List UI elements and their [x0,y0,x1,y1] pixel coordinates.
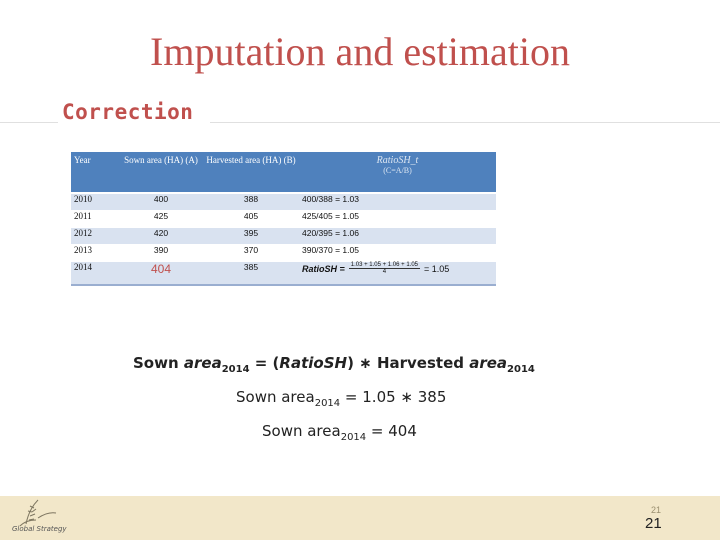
eq1-part: RatioSH [279,354,348,372]
data-table [71,152,496,286]
page-number: 21 [645,515,662,532]
cell-year: 2010 [71,194,119,211]
eq1-subscript: 2014 [221,364,250,375]
ratio-fraction [349,262,420,275]
ratio-formula [302,262,449,275]
cell-ratio: 390/370 = 1.05 [299,245,496,262]
header-ratio-sub: (C=A/B) [383,166,412,175]
eq3-subscript: 2014 [340,432,367,443]
cell-sown: 390 [119,245,203,262]
cell-ratio: 400/388 = 1.03 [299,194,496,211]
header-ratio [299,152,496,194]
cell-year: 2011 [71,211,119,228]
cell-harvested: 388 [203,194,299,211]
cell-sown: 425 [119,211,203,228]
cell-year: 2014 [71,262,119,286]
eq1-part: Sown [133,354,184,372]
divider-right [210,122,720,123]
cell-ratio: 425/405 = 1.05 [299,211,496,228]
ratio-numerator: 1.03 + 1.05 + 1.06 + 1.05 [350,262,418,268]
table-header-row [71,152,496,194]
divider-left [0,122,58,123]
cell-harvested: 395 [203,228,299,245]
eq2-part: Sown area [236,388,315,406]
cell-harvested: 385 [203,262,299,286]
cell-sown: 400 [119,194,203,211]
ratio-formula-lhs: RatioSH = [302,263,345,274]
header-harvested-area: Harvested area (HA) (B) [203,152,299,194]
cell-sown: 420 [119,228,203,245]
equation-result [262,422,417,443]
eq1-part: area [183,354,222,372]
logo-text: Global Strategy [12,525,67,533]
equation-substitution [236,388,446,409]
cell-year: 2013 [71,245,119,262]
eq2-part: = 1.05 ∗ 385 [340,388,447,406]
header-year: Year [71,152,119,194]
page-number-small: 21 [651,505,662,515]
imputed-value: 404 [150,262,172,276]
cell-sown [119,262,203,286]
table-row [71,211,496,228]
cell-harvested: 370 [203,245,299,262]
ratio-denominator: 4 [382,269,387,275]
header-sown-area: Sown area (HA) (A) [119,152,203,194]
eq3-part: Sown area [262,422,341,440]
table-row [71,228,496,245]
eq1-part: = ( [249,354,280,372]
eq1-part: ) ∗ Harvested [347,354,470,372]
eq2-subscript: 2014 [314,398,341,409]
eq1-subscript: 2014 [507,364,535,375]
slide-title: Imputation and estimation [150,29,570,74]
wheat-logo-icon [8,496,68,540]
eq3-part: = 404 [366,422,417,440]
footer-bar [0,496,720,540]
eq1-part: area [469,354,508,372]
table-row [71,262,496,286]
ratio-result: = 1.05 [424,263,450,274]
global-strategy-logo [8,496,68,540]
slide-subtitle: Correction [62,100,194,124]
header-ratio-label: RatioSH_t [376,155,419,166]
cell-ratio: 420/395 = 1.06 [299,228,496,245]
equation-formula [133,354,535,375]
table-row [71,245,496,262]
cell-ratio-formula [299,262,496,286]
table-row [71,194,496,211]
cell-year: 2012 [71,228,119,245]
cell-harvested: 405 [203,211,299,228]
